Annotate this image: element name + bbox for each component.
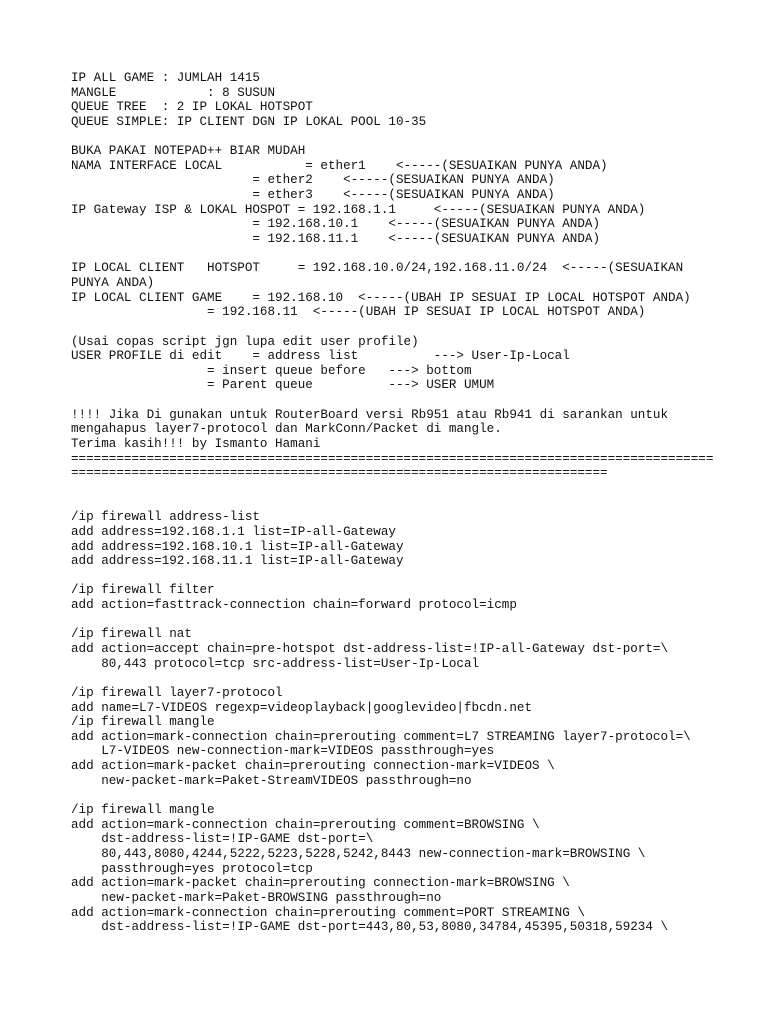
text-line: 80,443 protocol=tcp src-address-list=User-Ip-Local	[71, 656, 480, 671]
text-line: NAMA INTERFACE LOCAL = ether1 <-----(SESUAIKAN PUNYA ANDA)	[71, 158, 608, 173]
text-line: QUEUE TREE : 2 IP LOKAL HOTSPOT	[71, 100, 313, 115]
text-line: = 192.168.11 <-----(UBAH IP SESUAI IP LOCAL HOTSPOT ANDA)	[71, 305, 646, 320]
text-line: L7-VIDEOS new-connection-mark=VIDEOS passthrough=yes	[71, 744, 495, 759]
text-line	[71, 788, 761, 803]
text-line: Terima kasih!!! by Ismanto Hamani	[71, 437, 321, 452]
text-line: /ip firewall address-list	[71, 510, 260, 525]
text-line: MANGLE : 8 SUSUN	[71, 85, 276, 100]
text-line: /ip firewall layer7-protocol	[71, 685, 283, 700]
text-line: add action=mark-packet chain=prerouting connection-mark=VIDEOS \	[71, 759, 555, 774]
text-line: add action=mark-connection chain=prerouting comment=PORT STREAMING \	[71, 905, 585, 920]
text-line: dst-address-list=!IP-GAME dst-port=443,80,53,8080,34784,45395,50318,59234 \	[71, 920, 669, 935]
document-body	[71, 71, 761, 935]
text-line: add name=L7-VIDEOS regexp=videoplayback|googlevideo|fbcdn.net	[71, 700, 533, 715]
text-line: new-packet-mark=Paket-StreamVIDEOS passthrough=no	[71, 773, 472, 788]
text-line: = ether3 <-----(SESUAIKAN PUNYA ANDA)	[71, 188, 555, 203]
text-line	[71, 247, 761, 262]
text-line: BUKA PAKAI NOTEPAD++ BIAR MUDAH	[71, 144, 306, 159]
text-line: add address=192.168.10.1 list=IP-all-Gateway	[71, 539, 404, 554]
text-line: /ip firewall mangle	[71, 803, 215, 818]
text-line	[71, 320, 761, 335]
text-line: /ip firewall nat	[71, 627, 192, 642]
text-line	[71, 393, 761, 408]
text-line	[71, 130, 761, 145]
text-line: = insert queue before ---> bottom	[71, 363, 472, 378]
text-line: IP Gateway ISP & LOKAL HOSPOT = 192.168.1.1 <-----(SESUAIKAN PUNYA ANDA)	[71, 202, 646, 217]
text-line: !!!! Jika Di gunakan untuk RouterBoard versi Rb951 atau Rb941 di sarankan untuk	[71, 407, 669, 422]
text-line: IP LOCAL CLIENT HOTSPOT = 192.168.10.0/24,192.168.11.0/24 <-----(SESUAIKAN	[71, 261, 684, 276]
text-line: 80,443,8080,4244,5222,5223,5228,5242,8443 new-connection-mark=BROWSING \	[71, 846, 646, 861]
text-line: IP LOCAL CLIENT GAME = 192.168.10 <-----(UBAH IP SESUAI IP LOCAL HOTSPOT ANDA)	[71, 290, 691, 305]
text-line: add action=mark-connection chain=prerouting comment=L7 STREAMING layer7-protocol=\	[71, 729, 691, 744]
text-line: add action=mark-connection chain=prerouting comment=BROWSING \	[71, 817, 540, 832]
text-line: add action=accept chain=pre-hotspot dst-address-list=!IP-all-Gateway dst-port=\	[71, 641, 669, 656]
text-line: passthrough=yes protocol=tcp	[71, 861, 313, 876]
text-line	[71, 671, 761, 686]
text-line: add action=mark-packet chain=prerouting connection-mark=BROWSING \	[71, 876, 570, 891]
text-line: /ip firewall mangle	[71, 715, 215, 730]
text-line: add address=192.168.11.1 list=IP-all-Gateway	[71, 554, 404, 569]
text-line	[71, 613, 761, 628]
text-line	[71, 569, 761, 584]
text-line: = 192.168.11.1 <-----(SESUAIKAN PUNYA ANDA)	[71, 232, 601, 247]
text-line: = ether2 <-----(SESUAIKAN PUNYA ANDA)	[71, 173, 555, 188]
text-line: IP ALL GAME : JUMLAH 1415	[71, 71, 260, 85]
text-line: = 192.168.10.1 <-----(SESUAIKAN PUNYA ANDA)	[71, 217, 601, 232]
text-line: add action=fasttrack-connection chain=forward protocol=icmp	[71, 598, 517, 613]
text-line: QUEUE SIMPLE: IP CLIENT DGN IP LOKAL POOL 10-35	[71, 114, 427, 129]
text-line: =====================================================================================	[71, 451, 714, 466]
text-line: USER PROFILE di edit = address list ---> User-Ip-Local	[71, 349, 570, 364]
text-line: mengahapus layer7-protocol dan MarkConn/Packet di mangle.	[71, 422, 502, 437]
text-line: /ip firewall filter	[71, 583, 215, 598]
text-line: new-packet-mark=Paket-BROWSING passthrough=no	[71, 890, 442, 905]
text-line: dst-address-list=!IP-GAME dst-port=\	[71, 832, 374, 847]
text-line: (Usai copas script jgn lupa edit user profile)	[71, 334, 419, 349]
text-line: PUNYA ANDA)	[71, 275, 155, 290]
text-line	[71, 496, 761, 511]
text-line	[71, 481, 761, 496]
text-line: =======================================================================	[71, 466, 608, 481]
text-line: = Parent queue ---> USER UMUM	[71, 378, 495, 393]
text-line: add address=192.168.1.1 list=IP-all-Gateway	[71, 524, 396, 539]
